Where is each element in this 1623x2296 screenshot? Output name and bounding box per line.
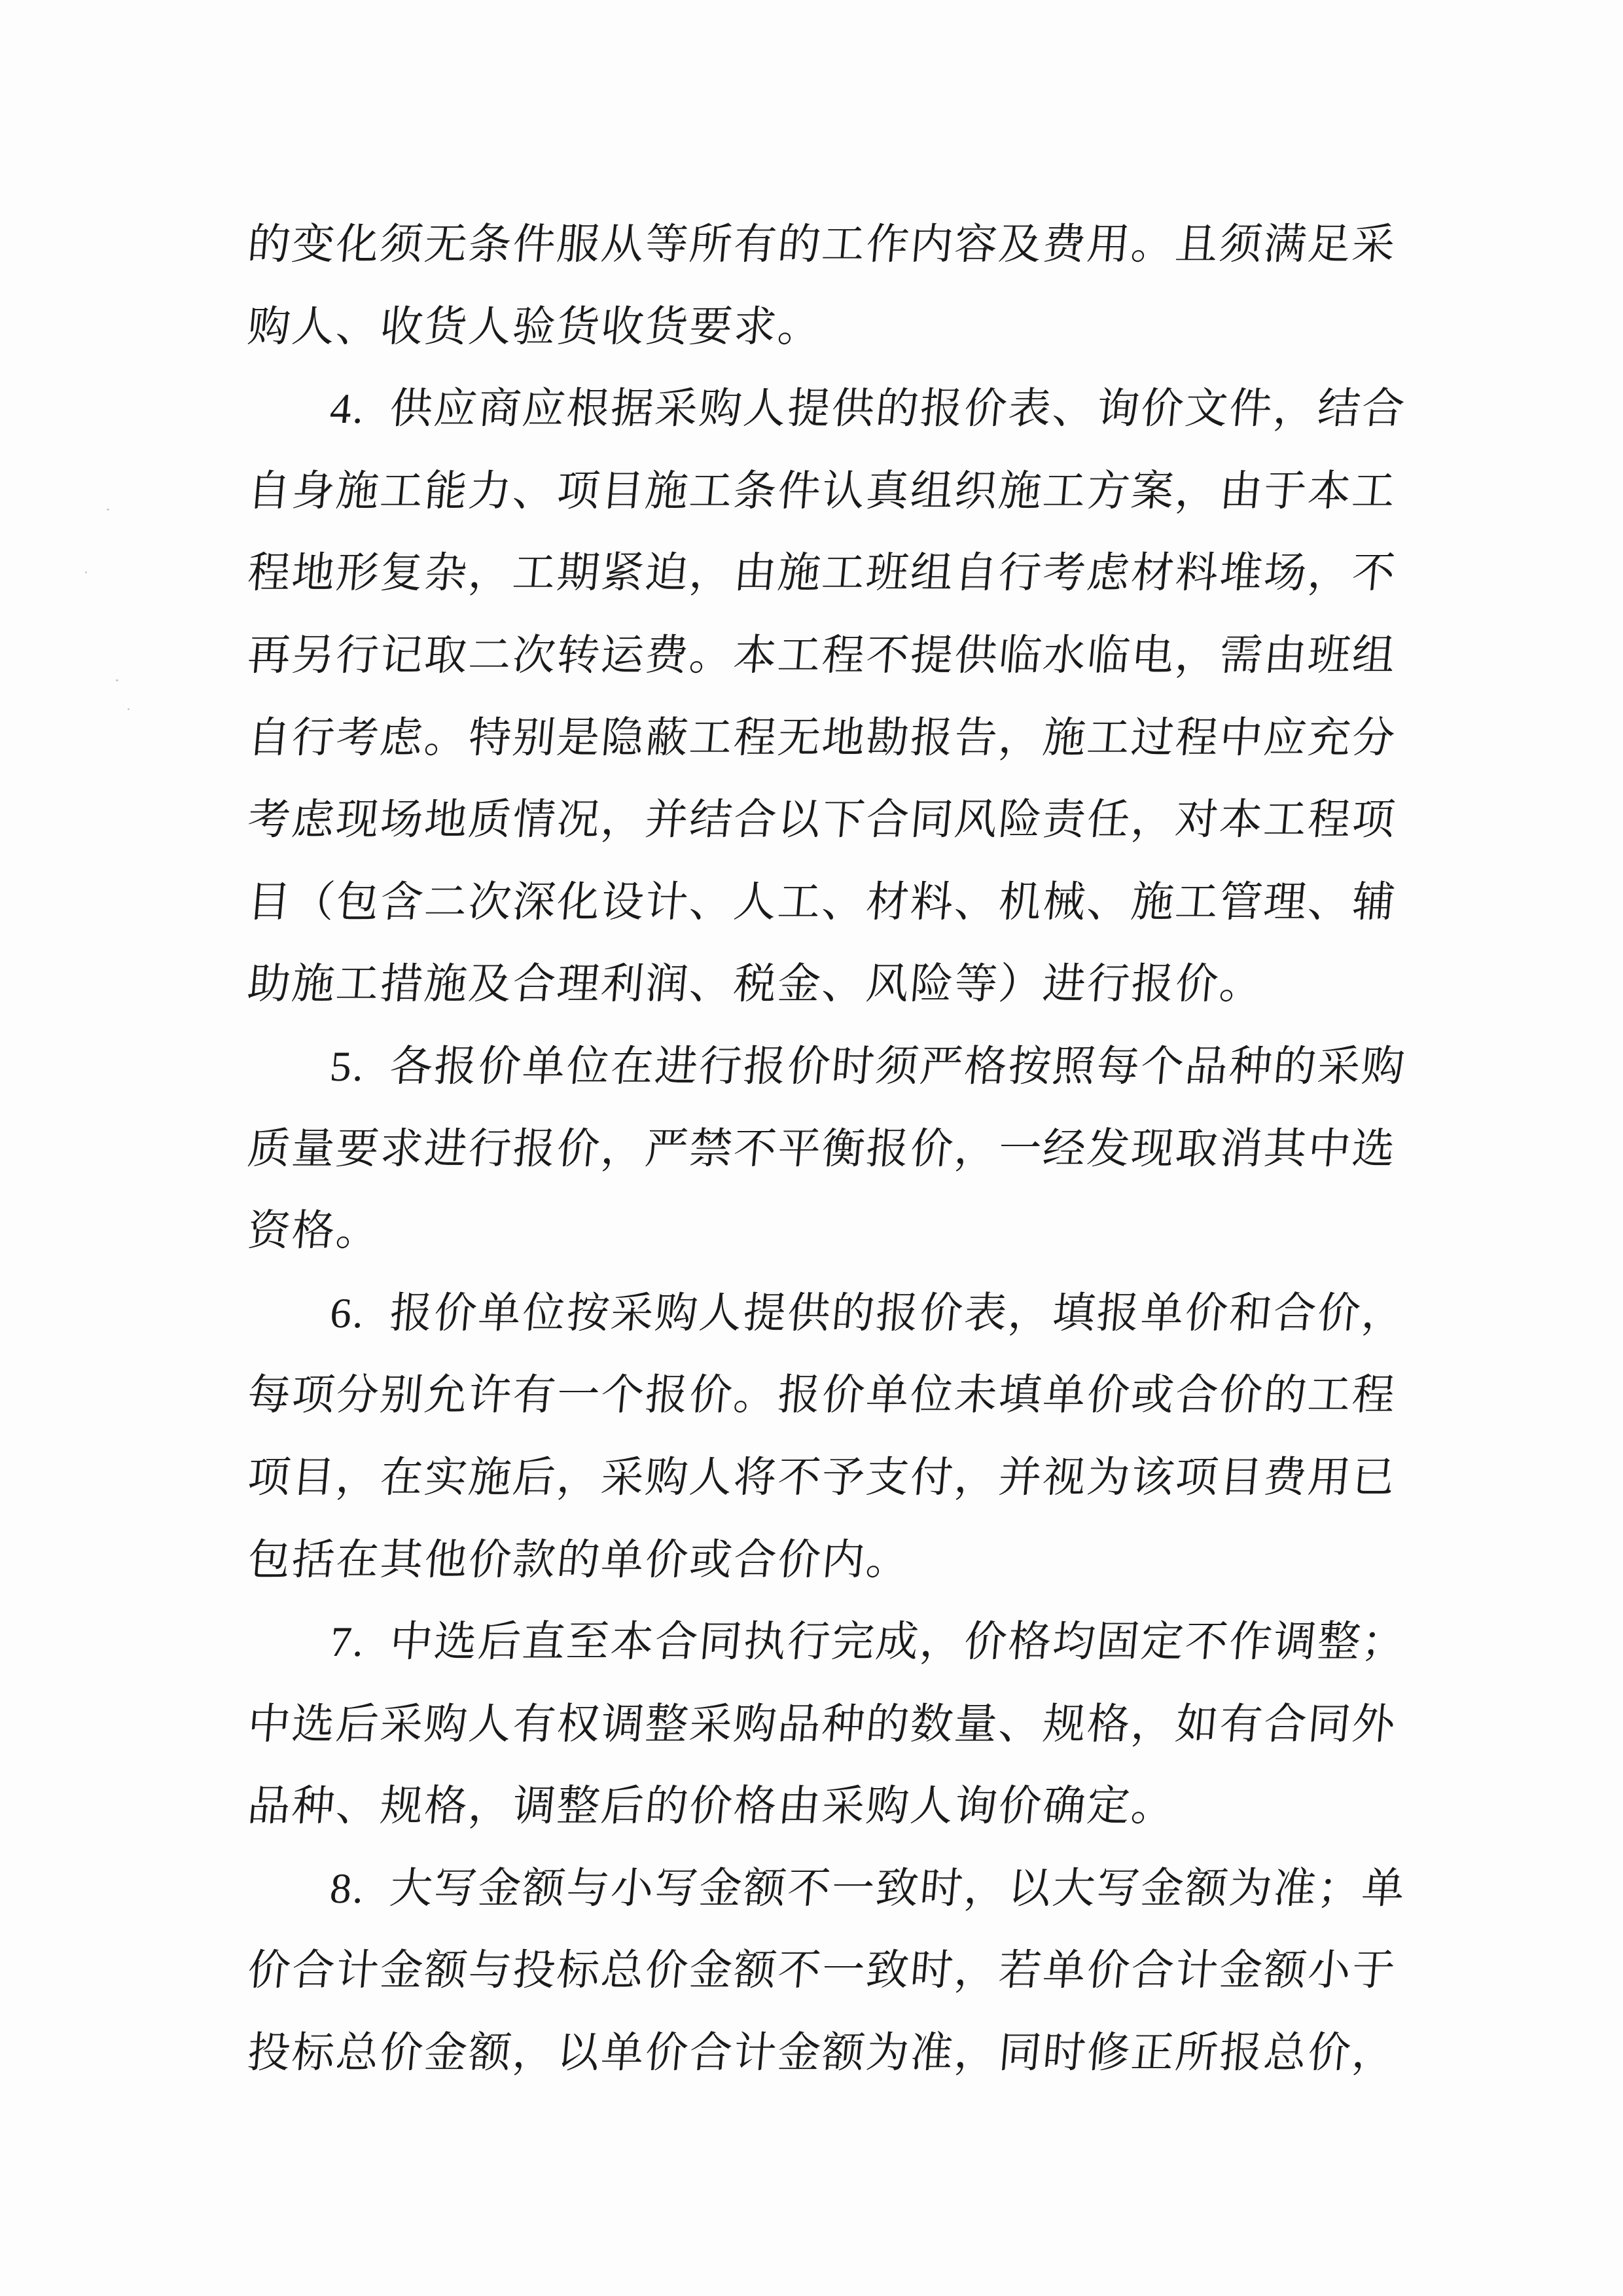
scan-speck [85, 571, 87, 573]
text-line: 助施工措施及合理利润、税金、风险等）进行报价。 [245, 961, 1266, 1009]
text-line: 包括在其他价款的单价或合价内。 [245, 1536, 913, 1584]
text-line: 价合计金额与投标总价金额不一致时，若单价合计金额小于 [245, 1947, 1399, 1995]
text-line: 8. 大写金额与小写金额不一致时，以大写金额为准；单 [328, 1865, 1408, 1912]
text-line: 品种、规格，调整后的价格由采购人询价确定。 [245, 1783, 1178, 1831]
scan-speck [107, 509, 109, 511]
text-line: 自行考虑。特别是隐蔽工程无地勘报告，施工过程中应充分 [245, 714, 1399, 762]
document-body [244, 204, 1448, 2095]
text-line: 目（包含二次深化设计、人工、材料、机械、施工管理、辅 [245, 878, 1399, 926]
text-line: 每项分别允许有一个报价。报价单位未填单价或合价的工程 [245, 1372, 1399, 1420]
text-line: 7. 中选后直至本合同执行完成，价格均固定不作调整； [328, 1619, 1408, 1666]
text-line: 再另行记取二次转运费。本工程不提供临水临电，需由班组 [245, 632, 1399, 679]
text-line: 质量要求进行报价，严禁不平衡报价，一经发现取消其中选 [245, 1125, 1399, 1173]
text-line: 资格。 [245, 1208, 383, 1255]
text-line: 购人、收货人验货收货要求。 [245, 303, 825, 351]
scan-speck [128, 708, 130, 710]
text-line: 程地形复杂，工期紧迫，由施工班组自行考虑材料堆场，不 [245, 550, 1399, 598]
text-line: 投标总价金额，以单价合计金额为准，同时修正所报总价， [245, 2030, 1399, 2077]
text-line: 6. 报价单位按采购人提供的报价表，填报单价和合价， [328, 1289, 1408, 1337]
text-line: 项目，在实施后，采购人将不予支付，并视为该项目费用已 [245, 1454, 1399, 1501]
text-line: 4. 供应商应根据采购人提供的报价表、询价文件，结合 [328, 386, 1408, 433]
text-line: 中选后采购人有权调整采购品种的数量、规格，如有合同外 [245, 1700, 1399, 1748]
text-line: 5. 各报价单位在进行报价时须严格按照每个品种的采购 [328, 1043, 1408, 1090]
text-line: 的变化须无条件服从等所有的工作内容及费用。且须满足采 [245, 221, 1399, 268]
text-line: 自身施工能力、项目施工条件认真组织施工方案，由于本工 [245, 467, 1399, 515]
scan-speck [116, 679, 118, 681]
text-line: 考虑现场地质情况，并结合以下合同风险责任，对本工程项 [245, 797, 1399, 844]
